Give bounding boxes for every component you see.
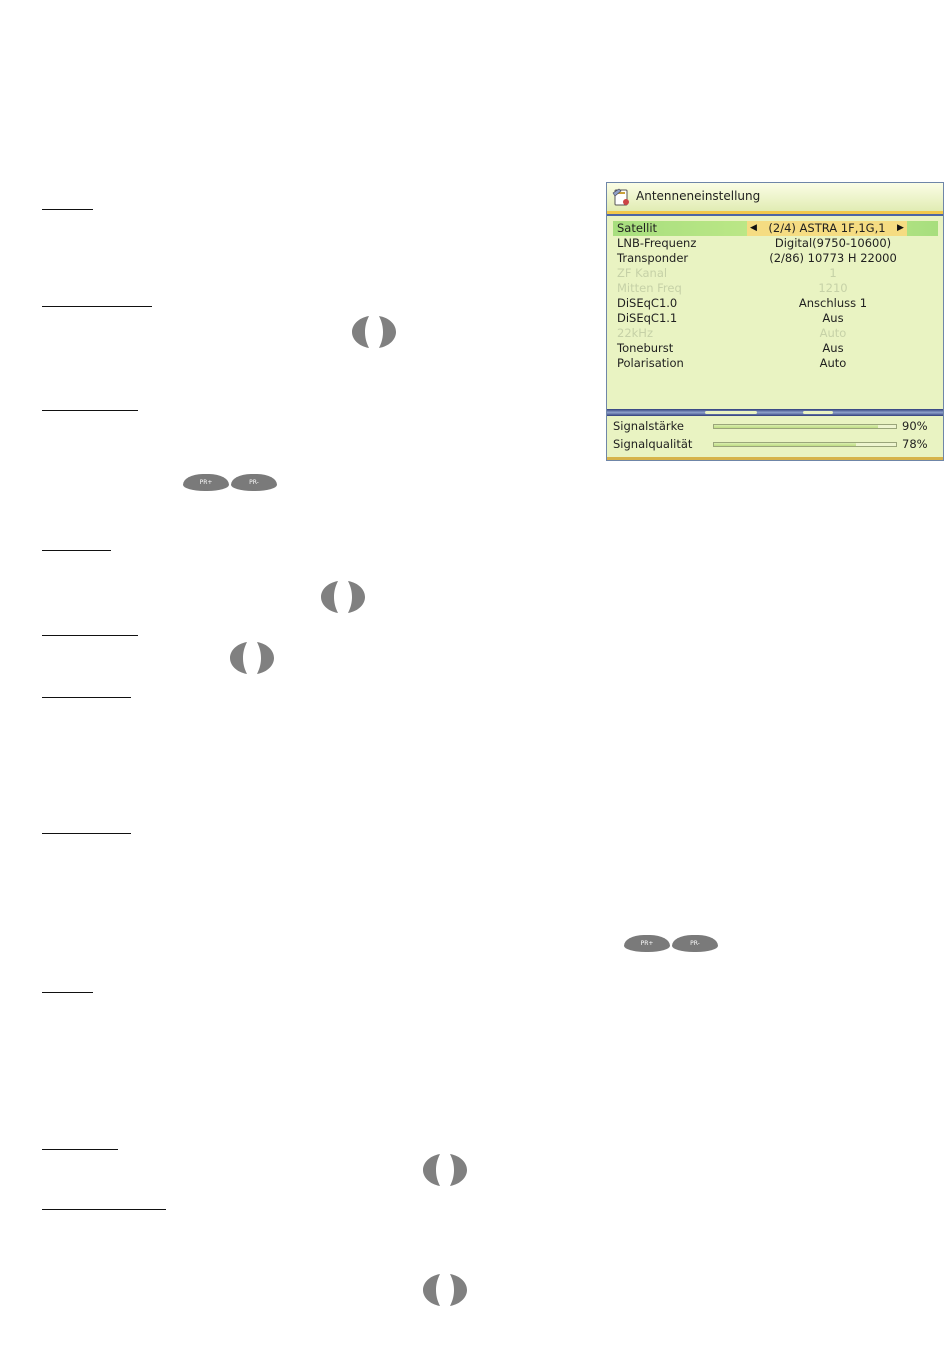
section-heading-1	[42, 209, 93, 210]
meter-fill	[714, 425, 878, 428]
meter-fill	[714, 443, 856, 446]
osd-row-value: Aus	[822, 341, 844, 355]
osd-header-accent	[607, 214, 943, 216]
section-heading-3	[42, 410, 138, 411]
pr-plus-key: PR+	[183, 474, 229, 491]
meter-label: Signalqualität	[613, 437, 693, 451]
osd-title: Antenneneinstellung	[636, 189, 761, 203]
section-heading-2	[42, 306, 152, 307]
osd-row-value: Auto	[819, 326, 847, 340]
left-right-keys-icon	[228, 640, 276, 676]
meter-value: 90%	[902, 419, 928, 433]
osd-row-label: 22kHz	[617, 326, 653, 340]
osd-row-label: ZF Kanal	[617, 266, 668, 280]
osd-row-value: Aus	[822, 311, 844, 325]
osd-bottom-accent	[607, 457, 943, 460]
osd-row-transponder[interactable]	[613, 251, 938, 266]
meter-label: Signalstärke	[613, 419, 684, 433]
signal-quality-meter	[613, 436, 938, 452]
osd-separator	[607, 409, 943, 416]
antenna-settings-screen	[606, 182, 944, 461]
osd-row-diseqc11[interactable]	[613, 311, 938, 326]
osd-row-22khz	[613, 326, 938, 341]
osd-row-label: Toneburst	[617, 341, 674, 355]
osd-header	[607, 183, 943, 214]
osd-row-value: 1210	[818, 281, 848, 295]
osd-row-mitten-freq	[613, 281, 938, 296]
osd-row-diseqc10[interactable]	[613, 296, 938, 311]
osd-row-toneburst[interactable]	[613, 341, 938, 356]
arrow-left-icon[interactable]: ◀	[750, 223, 757, 233]
pr-minus-key: PR-	[672, 935, 718, 952]
osd-row-zf-kanal	[613, 266, 938, 281]
pr-keys-icon	[183, 474, 279, 492]
arrow-right-icon[interactable]: ▶	[897, 223, 904, 233]
osd-row-polarisation[interactable]	[613, 356, 938, 371]
meter-track	[713, 442, 897, 447]
osd-row-label: DiSEqC1.1	[617, 311, 678, 325]
osd-row-label: Satellit	[617, 221, 658, 235]
left-right-keys-icon	[421, 1272, 469, 1308]
left-right-keys-icon	[350, 314, 398, 350]
section-heading-10	[42, 1209, 166, 1210]
osd-row-satellit[interactable]	[613, 221, 938, 236]
section-heading-5	[42, 635, 138, 636]
meter-value: 78%	[902, 437, 928, 451]
meter-track	[713, 424, 897, 429]
osd-row-value: Auto	[819, 356, 847, 370]
osd-row-label: Polarisation	[617, 356, 684, 370]
osd-row-value: 1	[829, 266, 837, 280]
section-heading-4	[42, 550, 111, 551]
osd-row-label: DiSEqC1.0	[617, 296, 678, 310]
osd-row-value: (2/4) ASTRA 1F,1G,1	[747, 221, 907, 236]
section-heading-9	[42, 1149, 118, 1150]
section-heading-8	[42, 992, 93, 993]
pr-keys-icon	[624, 935, 720, 953]
left-right-keys-icon	[421, 1152, 469, 1188]
left-right-keys-icon	[319, 579, 367, 615]
osd-row-value: (2/86) 10773 H 22000	[769, 251, 897, 265]
osd-row-value: Anschluss 1	[798, 296, 868, 310]
osd-row-value: Digital(9750-10600)	[774, 236, 892, 250]
osd-row-lnb-frequenz[interactable]	[613, 236, 938, 251]
antenna-settings-icon	[612, 187, 632, 207]
osd-row-label: Mitten Freq	[617, 281, 682, 295]
section-heading-7	[42, 833, 131, 834]
section-heading-6	[42, 697, 131, 698]
osd-row-label: LNB-Frequenz	[617, 236, 697, 250]
pr-minus-key: PR-	[231, 474, 277, 491]
signal-strength-meter	[613, 418, 938, 434]
pr-plus-key: PR+	[624, 935, 670, 952]
osd-row-label: Transponder	[617, 251, 689, 265]
